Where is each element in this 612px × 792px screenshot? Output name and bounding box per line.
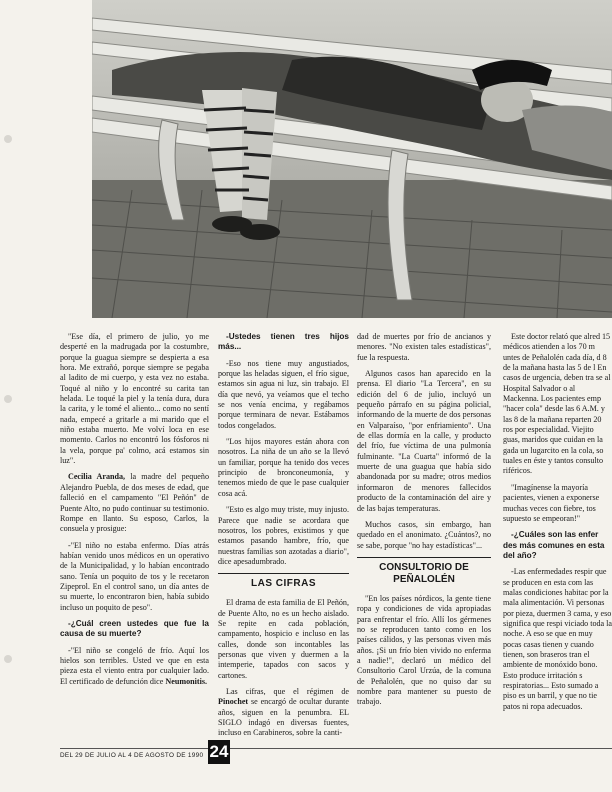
person-name: Cecilia Aranda, — [68, 472, 126, 482]
paragraph: dad de muertes por frío de ancianos y menores. "No existen tales estadísticas", fue la respuesta. — [357, 332, 491, 362]
paragraph-text: se encargó de ocultar durante años, siguen en la penumbra. EL SIGLO indagó en diversas fuentes, incluso en Carabineros, sobre la canti- — [218, 697, 349, 738]
paragraph: "Ese día, el primero de julio, yo me desperté en la madrugada por la costumbre, porque la guagua siempre se despierta a esa hora. Me extrañó, porque siempre se pegaba al ladito de mi cuerpo, y esta vez no estaba. Toqué al niño y lo encontré su carita tan helada. Le toqué la piel y la tenía dura, dura la carita, y le tomé el aliento... como no sentí nada, empecé a gritarle a mi marido que el niño estaba muerto. Me volví loca en ese momento. Carlos no encontró los fósforos ni la vela, porque pa' colmo, acá estamos sin luz". — [60, 332, 209, 466]
page-number: 24 — [208, 740, 230, 764]
paragraph: El drama de esta familia de El Peñón, de Puente Alto, no es un hecho aislado. Se repite en cada población, campamento, hospicio e incluso en las calles, donde son incontables las personas que viven y duermen a la intemperie, tapados con sacos y cartones. — [218, 598, 349, 680]
paragraph — [60, 646, 209, 687]
paragraph: -Las enfermedades respir que se producen en esta com las malas condiciones habitac por la mala alimentación. Vi personas por pieza, duermen 3 cama, y eso significa que respi viciado toda la noche. A eso se que en muy pocas casas tienen y cuando tienen, son braseros tran el ambiente de monóxido bono. Esto produce irritación s respiratorias... Esto sumado a piso es un barril, y que no tie patos ni ropa adecuados. — [503, 567, 612, 711]
section-heading: LAS CIFRAS — [218, 573, 349, 590]
paragraph: "Los hijos mayores están ahora con nosotros. La niña de un año se la llevó un familiar, porque ha tenido dos veces principio de bronconeumonía, y tenemos miedo de que le pase cualquier cosa acá. — [218, 437, 349, 498]
paragraph: "Imagínense la mayoría pacientes, vienen a exponerse muchas veces con fiebre, tos supuesto se empeoran!" — [503, 482, 600, 523]
footer-rule — [60, 748, 612, 749]
paragraph: "Esto es algo muy triste, muy injusto. Parece que nadie se acordara que nosotros, los pobres, existimos y que estamos pasando hambre, frío, que nuestras familias son azotadas a diario", dice apesadumbrado. — [218, 505, 349, 566]
interview-question: -¿Cuáles son las enfer des más comunes en esta del año? — [503, 530, 605, 560]
paragraph: Este doctor relató que alred 15 médicos atienden a los 70 m untes de Peñalolén cada día, d 8 de la mañana hasta las 5 de l En casos de urgencia, deben tra se al Hospital Salvador o al Mackenna. Los pacientes emp "hacer cola" desde las 6 A.M. y las 8 de la mañana reparten 20 ros por especialidad. Viejito guas, maridos que cuidan en la gada un lugarcito en la cola, so tuales en éste y tantos consulto riféricos. — [503, 332, 611, 476]
paragraph-text: -"El niño se congeló de frío. Aquí los hielos son terribles. Usted ve que en esta pieza esta el viento entra por cualquier lado. El certificado de defunción dice — [60, 645, 209, 686]
paragraph: Muchos casos, sin embargo, han quedado en el anonimato. ¿Cuántos?, no se sabe, porque "no hay estadísticas"... — [357, 519, 491, 550]
punch-hole — [4, 655, 12, 663]
paragraph — [218, 687, 349, 739]
paragraph-text: Las cifras, que el régimen de — [226, 686, 349, 696]
article-column-4 — [503, 332, 612, 744]
section-heading: CONSULTORIO DE PEÑALOLÉN — [357, 557, 491, 586]
person-name: Pinochet — [218, 697, 249, 707]
diagnosis-text: Neumonitis. — [165, 676, 208, 686]
homeless-bench-photo — [92, 0, 612, 318]
paragraph-text: la madre del pequeño Alejandro Puebla, de dos meses de edad, que falleció en el campamento "El Peñón" de Puente Alto, no pudo continuar su testimonio. Rompe en llanto. Su esposo, Carlos, la consuela y prosigue: — [60, 472, 209, 534]
punch-hole — [4, 395, 12, 403]
paragraph: -Eso nos tiene muy angustiados, porque las heladas siguen, el frío sigue, estamos sin agua ni luz, sin trabajo. El día que nevó, ya veíamos que el techo se nos venía encima, y regábamos porque terminara de nevar. Estábamos todos congelados. — [218, 358, 349, 430]
paragraph: Algunos casos han aparecido en la prensa. El diario "La Tercera", en su edición del 6 de julio, incluyó un pequeño párrafo en su página policial, informando de la muerte de dos personas en Valparaíso, "por enfriamiento". Una de ellas dormía en la calle, y producto del frío, fue víctima de una pulmonía fulminante. "La Cuarta" informó de la muerte de una guagua que había sido abandonada por su madre; otros medios informaron de menores fallecidos producto de la contaminación del aire y de las bajas temperaturas. — [357, 369, 491, 513]
article-column-3 — [357, 332, 491, 744]
article-column-2 — [218, 332, 349, 744]
footer-date: DEL 29 DE JULIO AL 4 DE AGOSTO DE 1990 — [60, 752, 204, 759]
paragraph — [60, 472, 209, 534]
interview-question: -Ustedes tienen tres hijos más... — [218, 332, 349, 352]
punch-hole — [4, 135, 12, 143]
article-column-1 — [60, 332, 209, 744]
interview-question: -¿Cuál creen ustedes que fue la causa de su muerte? — [60, 618, 209, 639]
paragraph: "En los países nórdicos, la gente tiene ropa y condiciones de vida apropiadas para enfrentar el frío. Allí los gérmenes no se reproducen tanto como en los países cálidos, y las personas viven más años. ¡Si un frío bien vivido no enferma a nadie!", declaró un médico del Consultorio Carol Urzúa, de la comuna de Peñalolén, que no quiso dar su nombre para mantener su puesto de trabajo. — [357, 593, 491, 707]
paragraph: -"El niño no estaba enfermo. Días atrás habían venido unos médicos en un operativo de la Municipalidad, y lo habían encontrado sano. Tenía un poquito de tos y le recetaron Zipeprol. En el control sano, un día antes de su muerte, lo encontraron bien, había subido incluso un poquito de peso". — [60, 540, 209, 612]
